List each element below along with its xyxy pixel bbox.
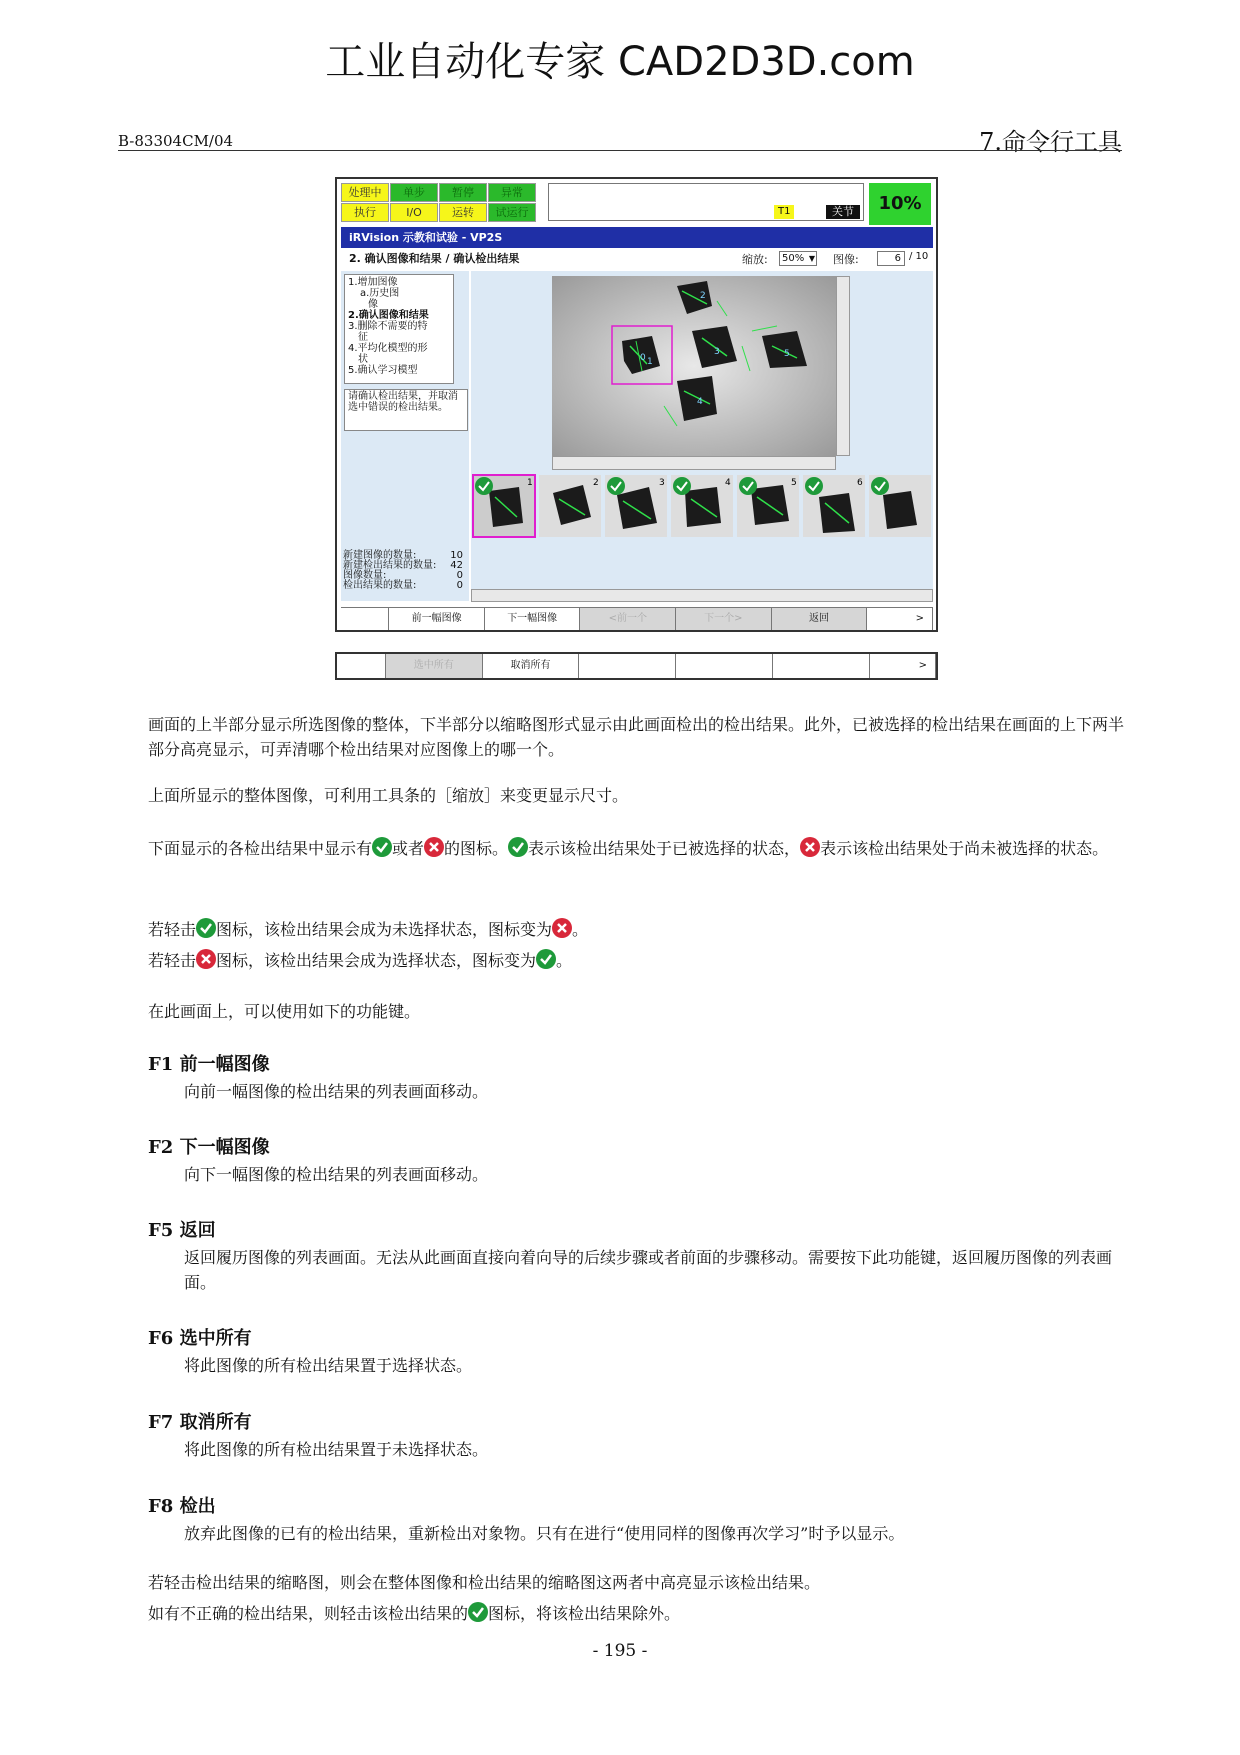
menu-item[interactable]: a.历史图 — [360, 288, 400, 299]
check-icon — [372, 837, 392, 857]
message-box — [548, 183, 864, 221]
thumb-number: 3 — [659, 478, 665, 488]
text: 。 — [572, 920, 589, 939]
section-heading: F1 前一幅图像 — [148, 1054, 270, 1075]
thumbnail-2[interactable] — [539, 475, 601, 537]
text: 表示该检出结果处于尚未被选择的状态。 — [820, 839, 1109, 858]
fkey-spacer — [341, 608, 389, 631]
thumb-number: 5 — [791, 478, 797, 488]
zoom-value: 50% — [782, 253, 805, 264]
cross-icon — [800, 837, 820, 857]
menu-item-active[interactable]: 2.确认图像和结果 — [348, 310, 429, 321]
paragraph: 若轻击检出结果的缩略图，则会在整体图像和检出结果的缩略图这两者中高亮显示该检出结果。 — [148, 1573, 821, 1592]
text: 。 — [556, 951, 573, 970]
next-result-button[interactable]: 下一个> — [676, 608, 772, 631]
thumbnail-strip[interactable] — [471, 473, 933, 553]
check-icon — [196, 918, 216, 938]
paragraph — [148, 917, 1128, 942]
stat-value: 42 — [450, 560, 463, 571]
next-page-icon[interactable]: > — [867, 608, 933, 631]
text: 表示该检出结果处于已被选择的状态， — [528, 839, 801, 858]
selected-check-icon — [739, 477, 757, 495]
fkey-spacer — [337, 654, 386, 678]
thumbnail-7[interactable] — [869, 475, 931, 537]
paragraph: 上面所显示的整体图像，可利用工具条的［缩放］来变更显示尺寸。 — [148, 786, 629, 805]
thumb-number: 1 — [527, 478, 533, 488]
paragraph — [148, 948, 1128, 973]
stat-label: 检出结果的数量: — [343, 580, 417, 591]
menu-item: 状 — [358, 354, 368, 365]
menu-item[interactable]: 3.删除不需要的特 — [348, 321, 428, 332]
selected-check-icon — [475, 477, 493, 495]
check-icon — [508, 837, 528, 857]
image-total: / 10 — [909, 251, 929, 262]
paragraph: 画面的上半部分显示所选图像的整体，下半部分以缩略图形式显示由此画面检出的检出结果。此外，已被选择的检出结果在画面的上下两半部分高亮显示，可弄清哪个检出结果对应图像上的哪一个。 — [148, 715, 1125, 759]
stat-label: 图像数量: — [343, 570, 387, 581]
next-image-button[interactable]: 下一幅图像 — [485, 608, 581, 631]
status-fault: 异常 — [488, 183, 536, 202]
fkey-empty[interactable] — [579, 654, 676, 678]
page-number: - 195 - — [592, 1641, 648, 1661]
status-run: 执行 — [341, 203, 389, 222]
text: 图标，该检出结果会成为未选择状态，图标变为 — [216, 920, 553, 939]
section-heading: F5 返回 — [148, 1220, 216, 1241]
stats — [343, 551, 463, 591]
menu-item[interactable]: 5.确认学习模型 — [348, 365, 418, 376]
status-prod: 运转 — [439, 203, 487, 222]
zoom-select[interactable] — [779, 251, 817, 266]
joint-badge: 关节 — [826, 205, 860, 219]
section-heading: F6 选中所有 — [148, 1328, 252, 1349]
deselect-all-button[interactable]: 取消所有 — [483, 654, 580, 678]
text: 如有不正确的检出结果，则轻击该检出结果的 — [148, 1604, 469, 1623]
image-label: 图像: — [833, 253, 859, 266]
t1-badge: T1 — [774, 205, 794, 219]
paragraph: 返回履历图像的列表画面。无法从此画面直接向着向导的后续步骤或者前面的步骤移动。需要按下此功能键，返回履历图像的列表画面。 — [184, 1248, 1113, 1292]
chevron-down-icon: ▼ — [808, 254, 815, 263]
stat-value: 0 — [456, 570, 463, 581]
paragraph: 放弃此图像的已有的检出结果，重新检出对象物。只有在进行“使用同样的图像再次学习”时予以显示。 — [184, 1524, 905, 1543]
hint-box: 请确认检出结果，并取消选中错误的检出结果。 — [344, 389, 468, 431]
paragraph: 将此图像的所有检出结果置于未选择状态。 — [184, 1440, 489, 1459]
thumbnail-1[interactable] — [473, 475, 535, 537]
status-test: 试运行 — [488, 203, 536, 222]
watermark: 工业自动化专家 CAD2D3D.com — [325, 39, 915, 85]
section-heading: F8 检出 — [148, 1496, 216, 1517]
result-label: 0 — [640, 353, 646, 363]
status-io: I/O — [390, 203, 438, 222]
selected-check-icon — [805, 477, 823, 495]
vertical-scrollbar[interactable] — [836, 276, 850, 456]
result-label: 1 — [647, 357, 653, 367]
camera-image[interactable] — [552, 276, 836, 456]
text: 下面显示的各检出结果中显示有 — [148, 839, 373, 858]
next-page-icon[interactable]: > — [870, 654, 936, 678]
result-label: 2 — [700, 291, 706, 301]
stat-label: 新建检出结果的数量: — [343, 560, 437, 571]
stat-label: 新建图像的数量: — [343, 550, 417, 561]
text: 图标，该检出结果会成为选择状态，图标变为 — [216, 951, 537, 970]
cross-icon — [424, 837, 444, 857]
paragraph: 向下一幅图像的检出结果的列表画面移动。 — [184, 1165, 489, 1184]
prev-result-button[interactable]: <前一个 — [580, 608, 676, 631]
result-label: 3 — [714, 347, 720, 357]
zoom-label: 缩放: — [742, 253, 768, 266]
result-label: 4 — [697, 397, 703, 407]
text: 的图标。 — [444, 839, 509, 858]
wizard-menu — [344, 274, 454, 384]
fkey-empty[interactable] — [773, 654, 870, 678]
status-hold: 暂停 — [439, 183, 487, 202]
teach-pendant-screen — [335, 177, 938, 632]
return-button[interactable]: 返回 — [772, 608, 868, 631]
thumbnail-3[interactable] — [605, 475, 667, 537]
paragraph: 将此图像的所有检出结果置于选择状态。 — [184, 1356, 473, 1375]
paragraph — [148, 836, 1128, 861]
select-all-button[interactable]: 选中所有 — [386, 654, 483, 678]
thumbnail-4[interactable] — [671, 475, 733, 537]
doc-id: B-83304CM/04 — [118, 132, 234, 150]
text: 若轻击 — [148, 920, 197, 939]
thumb-number: 4 — [725, 478, 731, 488]
paragraph: 向前一幅图像的检出结果的列表画面移动。 — [184, 1082, 489, 1101]
cross-icon — [552, 918, 572, 938]
menu-item: 像 — [368, 299, 378, 310]
selected-check-icon — [607, 477, 625, 495]
thumbnail-5[interactable] — [737, 475, 799, 537]
window-title: iRVision 示教和试验 - VP2S — [341, 227, 933, 248]
menu-item[interactable]: 1.增加图像 — [348, 277, 398, 288]
thumbnail-scrollbar[interactable] — [471, 589, 933, 602]
paragraph: 在此画面上，可以使用如下的功能键。 — [148, 1002, 421, 1021]
text: 若轻击 — [148, 951, 197, 970]
check-icon — [536, 949, 556, 969]
prev-image-button[interactable]: 前一幅图像 — [389, 608, 485, 631]
step-title: 2. 确认图像和结果 / 确认检出结果 — [349, 252, 520, 265]
section-heading: F2 下一幅图像 — [148, 1137, 270, 1158]
menu-item: 征 — [358, 332, 368, 343]
status-step: 单步 — [390, 183, 438, 202]
function-key-bar-2 — [335, 652, 938, 680]
cross-icon — [196, 949, 216, 969]
result-label: 5 — [784, 349, 790, 359]
text: 图标，将该检出结果除外。 — [488, 1604, 681, 1623]
thumbnail-6[interactable] — [803, 475, 865, 537]
selected-check-icon — [871, 477, 889, 495]
stat-value: 10 — [450, 550, 463, 561]
section-heading: F7 取消所有 — [148, 1412, 252, 1433]
stat-value: 0 — [456, 580, 463, 591]
thumb-number: 2 — [593, 478, 599, 488]
status-busy: 处理中 — [341, 183, 389, 202]
header-rule — [118, 150, 1122, 151]
thumb-number: 6 — [857, 478, 863, 488]
check-icon — [468, 1602, 488, 1622]
chapter-title: 7.命令行工具 — [979, 128, 1122, 156]
image-number-input[interactable]: 6 — [877, 251, 905, 266]
override-percent[interactable]: 10% — [869, 183, 931, 225]
function-key-bar — [341, 607, 933, 631]
text: 或者 — [392, 839, 425, 858]
fkey-empty[interactable] — [676, 654, 773, 678]
selected-check-icon — [673, 477, 691, 495]
horizontal-scrollbar[interactable] — [552, 456, 836, 470]
paragraph — [148, 1601, 1128, 1626]
menu-item[interactable]: 4.平均化模型的形 — [348, 343, 428, 354]
